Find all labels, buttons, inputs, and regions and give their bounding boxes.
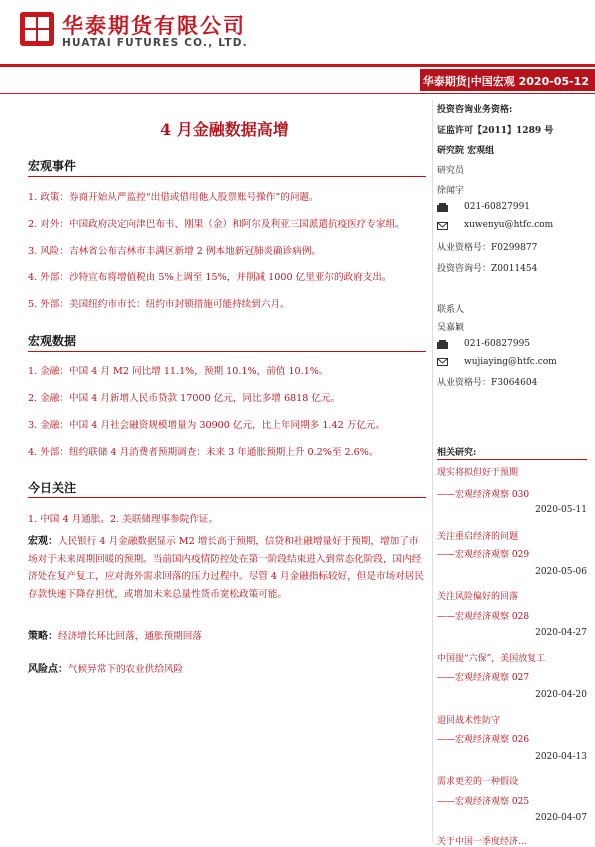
phone-icon — [437, 340, 448, 349]
related-date: 2020-05-11 — [535, 505, 587, 515]
related-sub[interactable]: ——宏观经济观察 028 — [437, 612, 530, 622]
analyst-cert: 从业资格号：F0299877 — [437, 243, 538, 253]
event-item: 3. 风险：吉林省公布吉林市丰满区新增 2 例本地新冠肺炎确诊病例。 — [28, 246, 322, 257]
macro-label: 宏观： — [28, 536, 58, 547]
macro-paragraph — [28, 533, 426, 603]
analyst-name: 徐闻宇 — [437, 186, 465, 196]
related-research-title: 相关研究: — [437, 448, 477, 458]
analyst-invest-number: 投资咨询号：Z0011454 — [437, 264, 538, 274]
contact-title: 联系人 — [437, 305, 465, 315]
event-item: 1. 政策：券商开始从严监控“出借或借用他人股票账号操作”的问题。 — [28, 192, 319, 203]
contact-email[interactable]: wujiaying@htfc.com — [464, 357, 557, 367]
risk-label: 风险点： — [28, 664, 68, 675]
data-item: 4. 外部：纽约联储 4 月消费者预期调查：未来 3 年通胀预期上升 0.2%至 2.6%。 — [28, 447, 379, 458]
analyst-role: 研究员 — [437, 166, 465, 176]
department: 研究院 宏观组 — [437, 146, 495, 156]
related-sub[interactable]: ——宏观经济观察 030 — [437, 490, 530, 500]
data-item: 3. 金融：中国 4 月社会融资规模增量为 30900 亿元，比上年同期多 1.42 万亿元。 — [28, 420, 386, 431]
analyst-email[interactable]: xuwenyu@htfc.com — [464, 220, 554, 230]
related-sub[interactable]: ——宏观经济观察 029 — [437, 550, 530, 560]
banner-text: 华泰期货|中国宏观 2020-05-12 — [422, 75, 589, 88]
risk-paragraph — [28, 661, 426, 679]
data-item: 1. 金融：中国 4 月 M2 同比增 11.1%，预期 10.1%，前值 10.1%。 — [28, 366, 329, 377]
event-item: 5. 外部：美国纽约市市长：纽约市封锁措施可能持续到六月。 — [28, 299, 290, 310]
strategy-text: 经济增长环比回落，通胀预期回落 — [58, 631, 202, 642]
related-date: 2020-04-27 — [535, 628, 587, 638]
macro-text: 人民银行 4 月金融数据显示 M2 增长高于预期，信贷和社融增量好于预期，增加了市场对于未来周期回暖的预期。当前国内疫情防控处在第一阶段结束进入到常态化阶段，国内经济处在复产复工，应对海外需求回落的压力过程中。尽管 4 月金融指标较好，但是市场对居民存款快速下降存担忧，或增加未来总量性货币宽松政策可能。 — [28, 536, 424, 600]
company-name-cn: 华泰期货有限公司 — [62, 14, 246, 38]
company-name-en: HUATAI FUTURES CO., LTD. — [62, 37, 248, 49]
focus-item: 1. 中国 4 月通胀。2. 美联储理事参院作证。 — [28, 514, 219, 525]
related-link[interactable]: 现实将拟但好于预期 — [437, 468, 519, 478]
license-number: 证监许可【2011】1289 号 — [437, 126, 554, 136]
mail-icon — [437, 358, 448, 366]
contact-phone: 021-60827995 — [464, 339, 531, 349]
qualification-title: 投资咨询业务资格: — [437, 105, 513, 115]
logo-cell — [38, 30, 49, 41]
strategy-paragraph — [28, 628, 426, 646]
related-link[interactable]: 关注风险偏好的回落 — [437, 592, 519, 602]
related-link[interactable]: 需求更差的一种假设 — [437, 777, 519, 787]
company-logo-mark — [20, 12, 54, 46]
contact-cert: 从业资格号：F3064604 — [437, 378, 538, 388]
related-link-partial[interactable]: 关于中国一季度经济... — [437, 837, 527, 847]
section-title-focus: 今日关注 — [28, 481, 77, 495]
section-divider — [28, 351, 426, 352]
event-item: 2. 对外：中国政府决定向津巴布韦、刚果（金）和阿尔及利亚三国派遣抗疫医疗专家组。 — [28, 219, 405, 230]
header-divider — [0, 64, 595, 67]
column-divider — [432, 100, 433, 842]
section-divider — [28, 497, 426, 498]
related-divider — [437, 459, 587, 460]
section-divider — [28, 176, 426, 177]
related-sub[interactable]: ——宏观经济观察 027 — [437, 673, 530, 683]
mail-icon — [437, 222, 448, 230]
data-item: 2. 金融：中国 4 月新增人民币贷款 17000 亿元，同比多增 6818 亿元。 — [28, 393, 341, 404]
logo-cell — [38, 17, 49, 28]
banner-divider — [0, 93, 595, 94]
logo-cell — [25, 17, 36, 28]
logo-cell — [25, 30, 36, 41]
section-title-events: 宏观事件 — [28, 159, 77, 173]
strategy-label: 策略： — [28, 631, 58, 642]
related-link[interactable]: 关注重启经济的问题 — [437, 532, 519, 542]
contact-name: 吴嘉颖 — [437, 323, 465, 333]
section-title-data: 宏观数据 — [28, 334, 77, 348]
related-sub[interactable]: ——宏观经济观察 025 — [437, 797, 530, 807]
related-date: 2020-04-20 — [535, 690, 587, 700]
risk-text: 气候异常下的农业供给风险 — [68, 664, 184, 675]
related-date: 2020-05-06 — [535, 567, 587, 577]
phone-icon — [437, 203, 448, 212]
page-title: 4 月金融数据高增 — [160, 120, 289, 139]
related-sub[interactable]: ——宏观经济观察 026 — [437, 735, 530, 745]
analyst-phone: 021-60827991 — [464, 202, 531, 212]
related-date: 2020-04-07 — [535, 813, 587, 823]
related-link[interactable]: 中国提“六保”，美国放复工 — [437, 654, 546, 664]
related-link[interactable]: 退回战术性防守 — [437, 716, 501, 726]
event-item: 4. 外部：沙特宣布将增值税由 5%上调至 15%，并削减 1000 亿里亚尔的政府支出。 — [28, 272, 392, 283]
related-date: 2020-04-13 — [535, 752, 587, 762]
